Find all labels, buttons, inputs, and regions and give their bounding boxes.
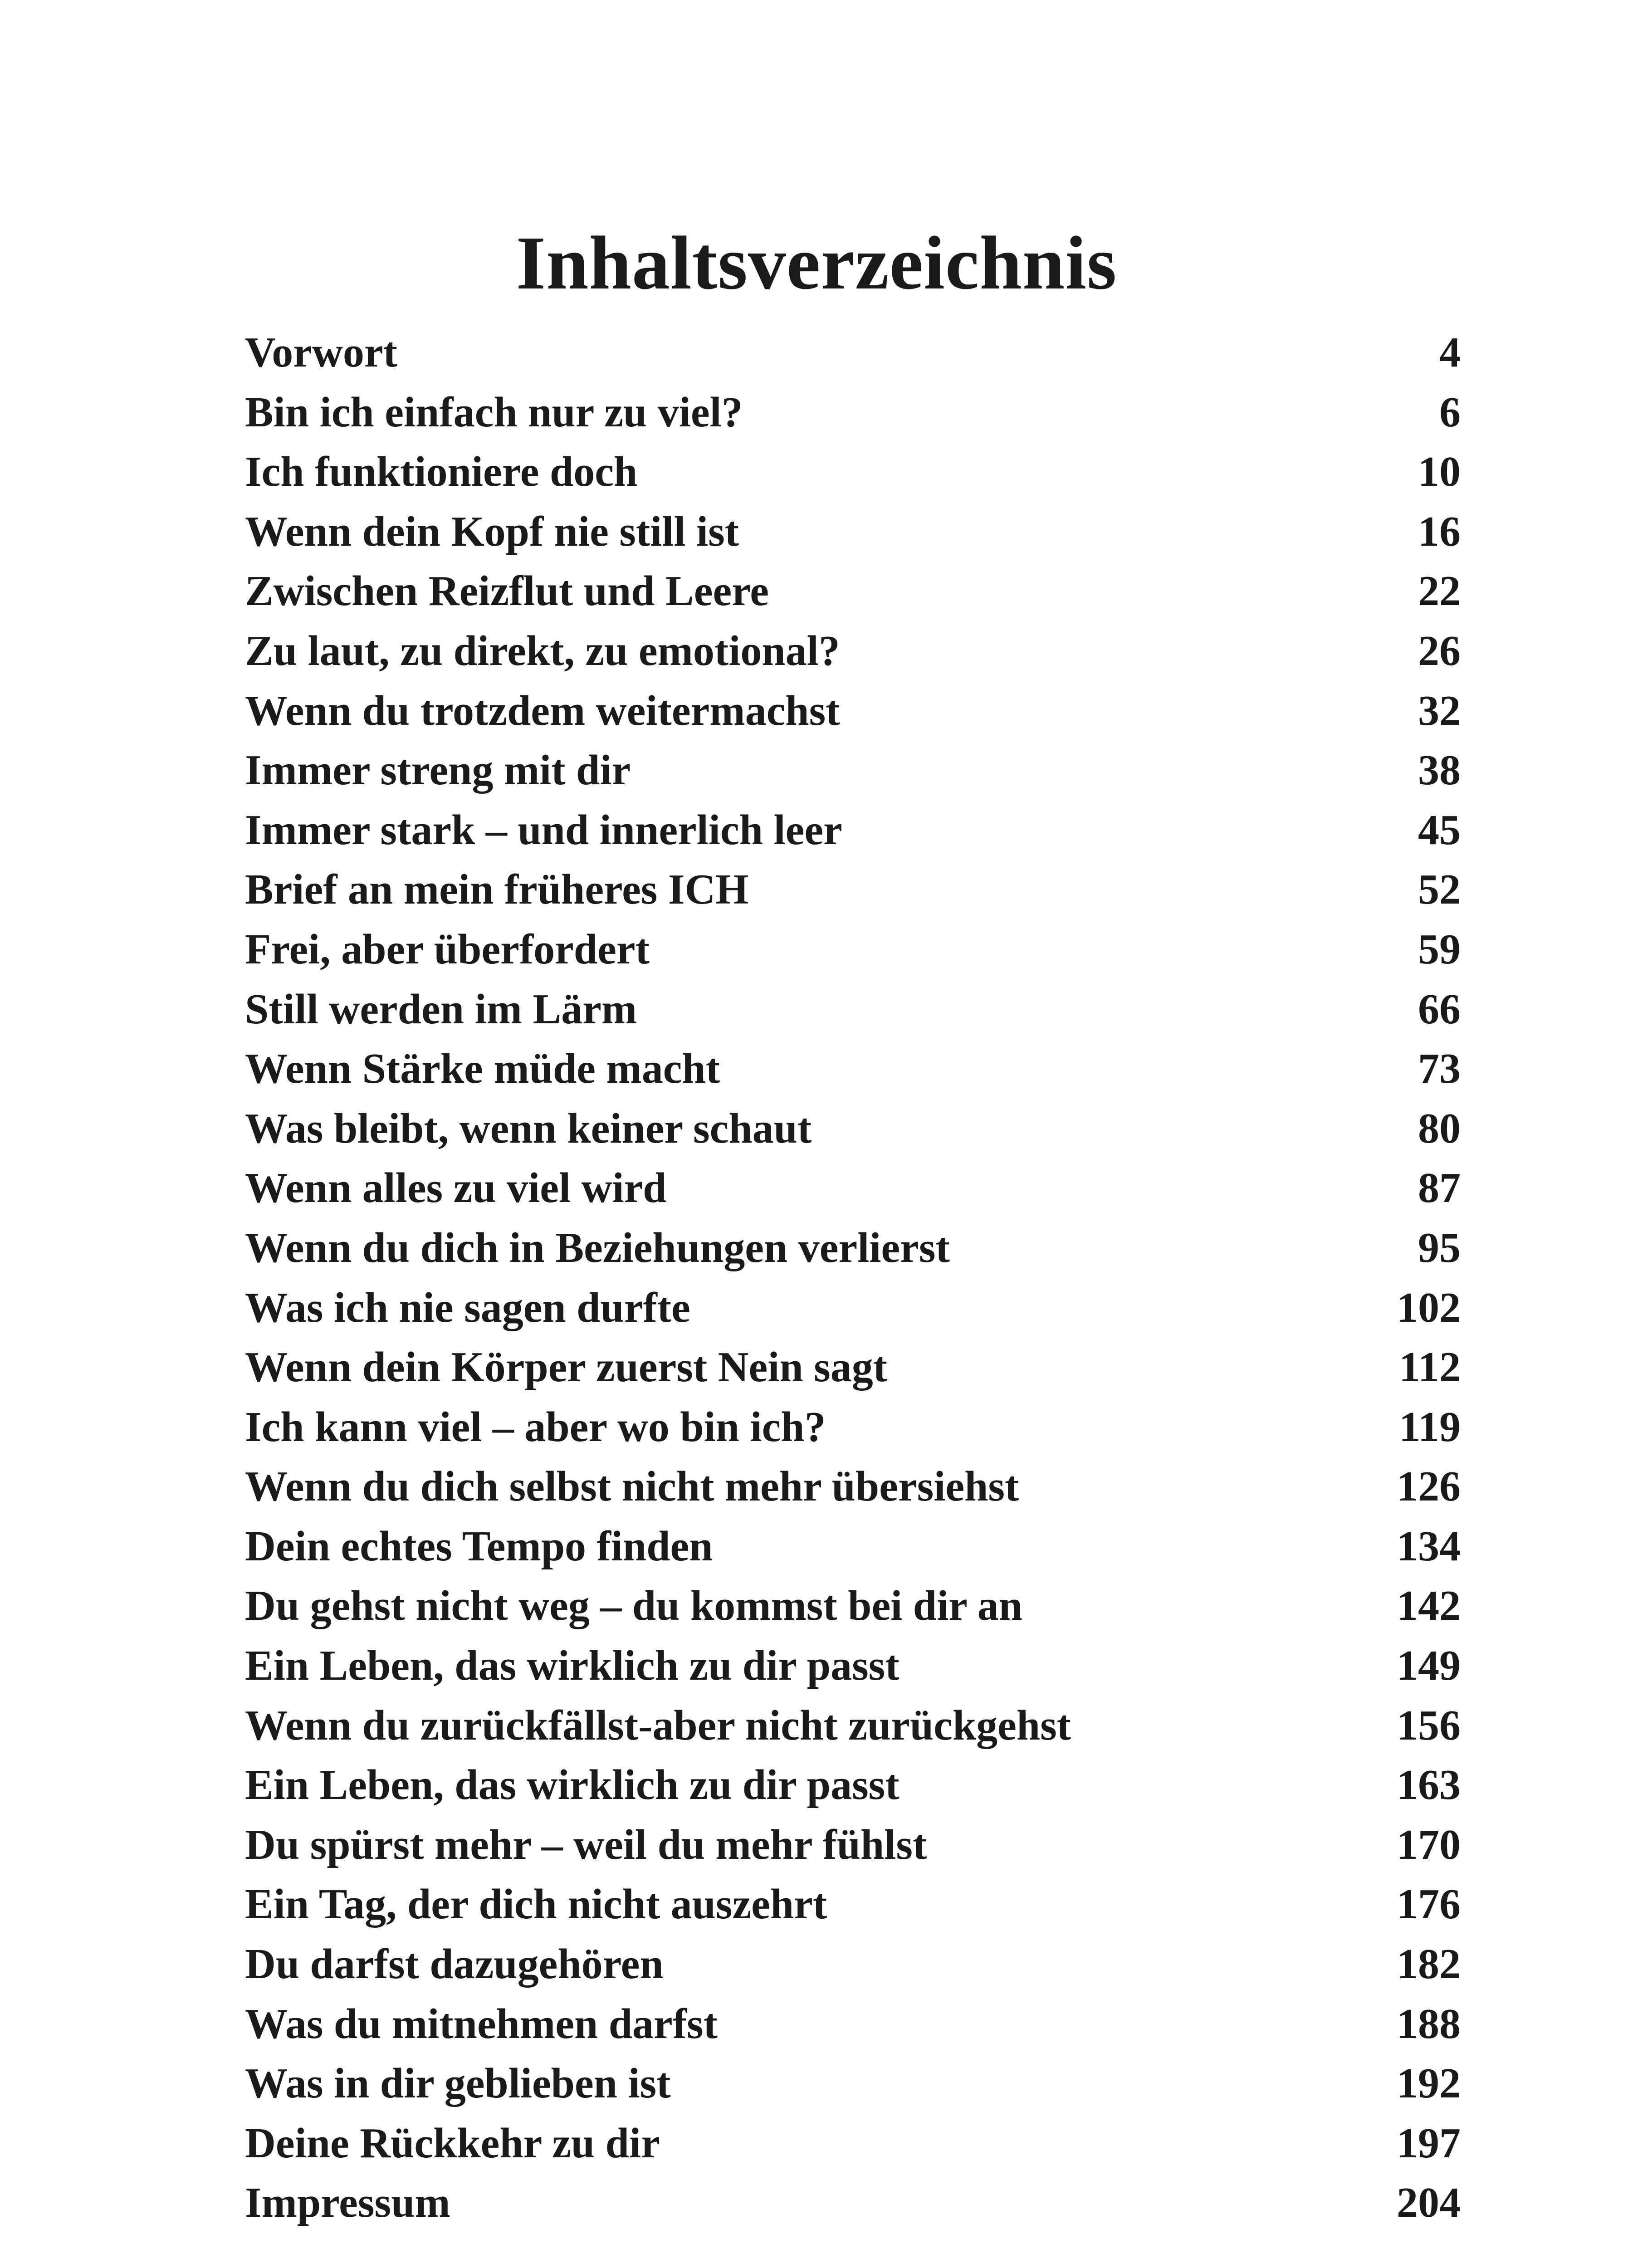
- toc-entry-title: Was in dir geblieben ist: [245, 2060, 671, 2107]
- toc-entry-title: Ein Tag, der dich nicht auszehrt: [245, 1881, 827, 1928]
- toc-entry-title: Ein Leben, das wirklich zu dir passt: [245, 1761, 900, 1809]
- toc-entry: [245, 323, 1461, 383]
- toc-entry-page-number: 95: [1418, 1224, 1461, 1271]
- toc-entry: [245, 1517, 1461, 1577]
- toc-entry-page-number: 22: [1418, 567, 1461, 615]
- toc-entry-title: Was ich nie sagen durfte: [245, 1284, 690, 1331]
- toc-entry-page-number: 59: [1418, 925, 1461, 973]
- toc-entry-page-number: 163: [1397, 1761, 1461, 1809]
- toc-entry-page-number: 10: [1418, 448, 1461, 496]
- toc-entry-title: Wenn du zurückfällst-aber nicht zurückgehst: [245, 1701, 1071, 1749]
- toc-entry: [245, 1457, 1461, 1517]
- toc-entry: [245, 860, 1461, 920]
- toc-entry-title: Deine Rückkehr zu dir: [245, 2119, 660, 2167]
- toc-entry-page-number: 73: [1418, 1045, 1461, 1093]
- toc-entry-page-number: 6: [1439, 388, 1461, 436]
- toc-entry-page-number: 52: [1418, 866, 1461, 914]
- toc-entry-title: Was bleibt, wenn keiner schaut: [245, 1105, 812, 1152]
- toc-entry-title: Zwischen Reizflut und Leere: [245, 567, 769, 615]
- toc-entry-page-number: 38: [1418, 747, 1461, 794]
- toc-entry-title: Du gehst nicht weg – du kommst bei dir an: [245, 1582, 1022, 1630]
- toc-entry: [245, 741, 1461, 801]
- toc-entry-title: Was du mitnehmen darfst: [245, 2000, 718, 2048]
- toc-entry: [245, 1994, 1461, 2054]
- toc-entry-title: Wenn du trotzdem weitermachst: [245, 687, 840, 734]
- toc-entry-page-number: 170: [1397, 1821, 1461, 1868]
- toc-entry-title: Vorwort: [245, 329, 397, 376]
- toc-entry-page-number: 66: [1418, 985, 1461, 1033]
- toc-entry-page-number: 134: [1397, 1522, 1461, 1570]
- toc-entry: [245, 502, 1461, 562]
- toc-entry-title: Wenn du dich in Beziehungen verlierst: [245, 1224, 950, 1271]
- toc-entry: [245, 383, 1461, 443]
- toc-entry-title: Bin ich einfach nur zu viel?: [245, 388, 743, 436]
- toc-heading: Inhaltsverzeichnis: [516, 221, 1117, 305]
- toc-entry-page-number: 149: [1397, 1642, 1461, 1690]
- toc-entry-title: Immer stark – und innerlich leer: [245, 806, 842, 854]
- toc-entry: [245, 1398, 1461, 1457]
- toc-entry: [245, 1218, 1461, 1278]
- toc-entry-title: Wenn dein Kopf nie still ist: [245, 508, 739, 555]
- toc-entry: [245, 1158, 1461, 1218]
- toc-entry: [245, 2054, 1461, 2114]
- toc-entry: [245, 920, 1461, 980]
- toc-entry-title: Zu laut, zu direkt, zu emotional?: [245, 627, 840, 675]
- toc-entry: [245, 1636, 1461, 1696]
- toc-entry-page-number: 156: [1397, 1701, 1461, 1749]
- toc-entry-title: Impressum: [245, 2179, 450, 2227]
- toc-entry-title: Wenn du dich selbst nicht mehr übersiehst: [245, 1463, 1019, 1510]
- toc-entry: [245, 2173, 1461, 2233]
- toc-entry-page-number: 188: [1397, 2000, 1461, 2048]
- toc-entry-title: Ein Leben, das wirklich zu dir passt: [245, 1642, 900, 1690]
- toc-entry-page-number: 112: [1399, 1344, 1461, 1391]
- toc-entry: [245, 1875, 1461, 1935]
- toc-entry-page-number: 204: [1397, 2179, 1461, 2227]
- toc-entry: [245, 1696, 1461, 1756]
- toc-entry-title: Ich funktioniere doch: [245, 448, 638, 496]
- toc-entry: [245, 1338, 1461, 1398]
- toc-entry-page-number: 119: [1399, 1403, 1461, 1451]
- toc-entry-title: Brief an mein früheres ICH: [245, 866, 749, 914]
- toc-entry-page-number: 80: [1418, 1105, 1461, 1152]
- toc-entry-title: Du darfst dazugehören: [245, 1941, 664, 1988]
- toc-entry: [245, 562, 1461, 621]
- toc-entry-title: Frei, aber überfordert: [245, 925, 650, 973]
- toc-entry-page-number: 102: [1397, 1284, 1461, 1331]
- toc-entry: [245, 2114, 1461, 2174]
- toc-entry: [245, 1099, 1461, 1159]
- toc-entry: [245, 442, 1461, 502]
- toc-entry: [245, 1278, 1461, 1338]
- toc-entry-title: Wenn Stärke müde macht: [245, 1045, 720, 1093]
- toc-entry-title: Wenn dein Körper zuerst Nein sagt: [245, 1344, 888, 1391]
- toc-entry-title: Still werden im Lärm: [245, 985, 637, 1033]
- toc-entry: [245, 801, 1461, 860]
- toc-entry-page-number: 26: [1418, 627, 1461, 675]
- toc-entry-page-number: 16: [1418, 508, 1461, 555]
- toc-entry: [245, 1755, 1461, 1815]
- toc-entry-page-number: 126: [1397, 1463, 1461, 1510]
- toc-entry: [245, 1576, 1461, 1636]
- toc-entry-title: Dein echtes Tempo finden: [245, 1522, 713, 1570]
- toc-entry-page-number: 32: [1418, 687, 1461, 734]
- toc-entry-page-number: 4: [1439, 329, 1461, 376]
- toc-entry: [245, 980, 1461, 1040]
- toc-entry-page-number: 176: [1397, 1881, 1461, 1928]
- toc-list: [245, 323, 1461, 2233]
- toc-entry: [245, 681, 1461, 741]
- toc-entry: [245, 1039, 1461, 1099]
- toc-entry-title: Du spürst mehr – weil du mehr fühlst: [245, 1821, 927, 1868]
- toc-entry-page-number: 142: [1397, 1582, 1461, 1630]
- toc-entry-title: Immer streng mit dir: [245, 747, 631, 794]
- toc-entry-page-number: 182: [1397, 1941, 1461, 1988]
- toc-entry: [245, 1935, 1461, 1994]
- toc-entry-page-number: 45: [1418, 806, 1461, 854]
- toc-entry-title: Wenn alles zu viel wird: [245, 1164, 667, 1212]
- toc-entry-page-number: 87: [1418, 1164, 1461, 1212]
- toc-entry-title: Ich kann viel – aber wo bin ich?: [245, 1403, 826, 1451]
- toc-entry-page-number: 192: [1397, 2060, 1461, 2107]
- toc-entry-page-number: 197: [1397, 2119, 1461, 2167]
- toc-entry: [245, 1815, 1461, 1875]
- toc-entry: [245, 621, 1461, 681]
